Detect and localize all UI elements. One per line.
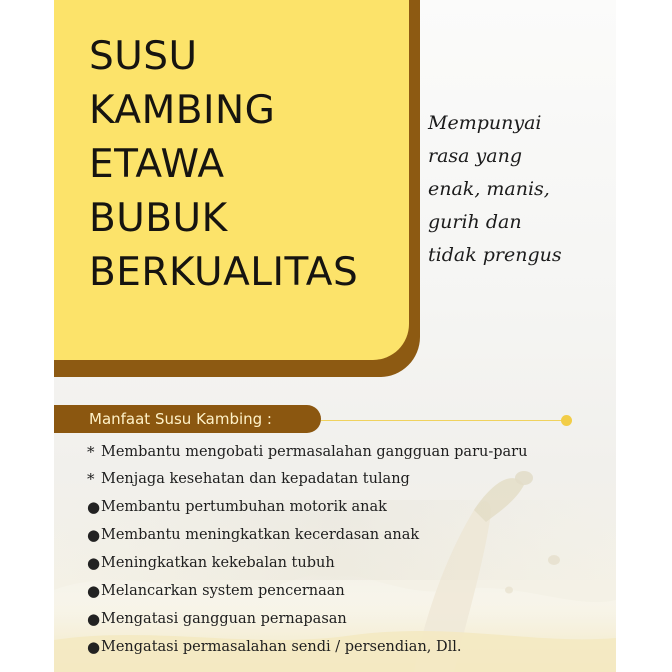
product-title	[89, 30, 358, 300]
tagline-line: tidak prengus	[428, 244, 562, 266]
asterisk-bullet-icon: *	[87, 443, 95, 461]
tagline-line: enak, manis,	[428, 178, 550, 200]
product-tagline	[428, 107, 562, 272]
title-line: BUBUK	[89, 196, 228, 241]
title-line: BERKUALITAS	[89, 250, 359, 295]
title-line: KAMBING	[89, 88, 276, 133]
title-line: ETAWA	[89, 142, 225, 187]
title-line: SUSU	[89, 34, 198, 79]
list-item	[87, 579, 527, 603]
dot-bullet-icon: ●	[87, 554, 101, 572]
benefit-text: Mengatasi gangguan pernapasan	[101, 611, 347, 627]
divider-dot-icon	[561, 415, 572, 426]
benefit-text: Meningkatkan kekebalan tubuh	[101, 555, 335, 571]
dot-bullet-icon: ●	[87, 638, 101, 656]
dot-bullet-icon: ●	[87, 526, 101, 544]
tagline-line: gurih dan	[428, 211, 522, 233]
list-item	[87, 467, 527, 491]
benefit-text: Melancarkan system pencernaan	[101, 583, 345, 599]
benefit-text: Mengatasi permasalahan sendi / persendian, Dll.	[101, 639, 462, 655]
list-item	[87, 551, 527, 575]
divider-line	[321, 420, 566, 421]
dot-bullet-icon: ●	[87, 498, 101, 516]
dot-bullet-icon: ●	[87, 582, 101, 600]
list-item	[87, 523, 527, 547]
asterisk-bullet-icon: *	[87, 470, 95, 488]
benefits-list	[87, 440, 527, 663]
list-item	[87, 607, 527, 631]
benefit-text: Membantu mengobati permasalahan gangguan paru-paru	[101, 444, 528, 460]
list-item	[87, 440, 527, 464]
list-item	[87, 635, 527, 659]
tagline-line: rasa yang	[428, 145, 522, 167]
benefits-heading: Manfaat Susu Kambing :	[89, 410, 272, 428]
tagline-line: Mempunyai	[428, 112, 542, 134]
benefit-text: Membantu pertumbuhan motorik anak	[101, 499, 387, 515]
list-item	[87, 495, 527, 519]
benefit-text: Menjaga kesehatan dan kepadatan tulang	[101, 471, 410, 487]
dot-bullet-icon: ●	[87, 610, 101, 628]
benefit-text: Membantu meningkatkan kecerdasan anak	[101, 527, 420, 543]
